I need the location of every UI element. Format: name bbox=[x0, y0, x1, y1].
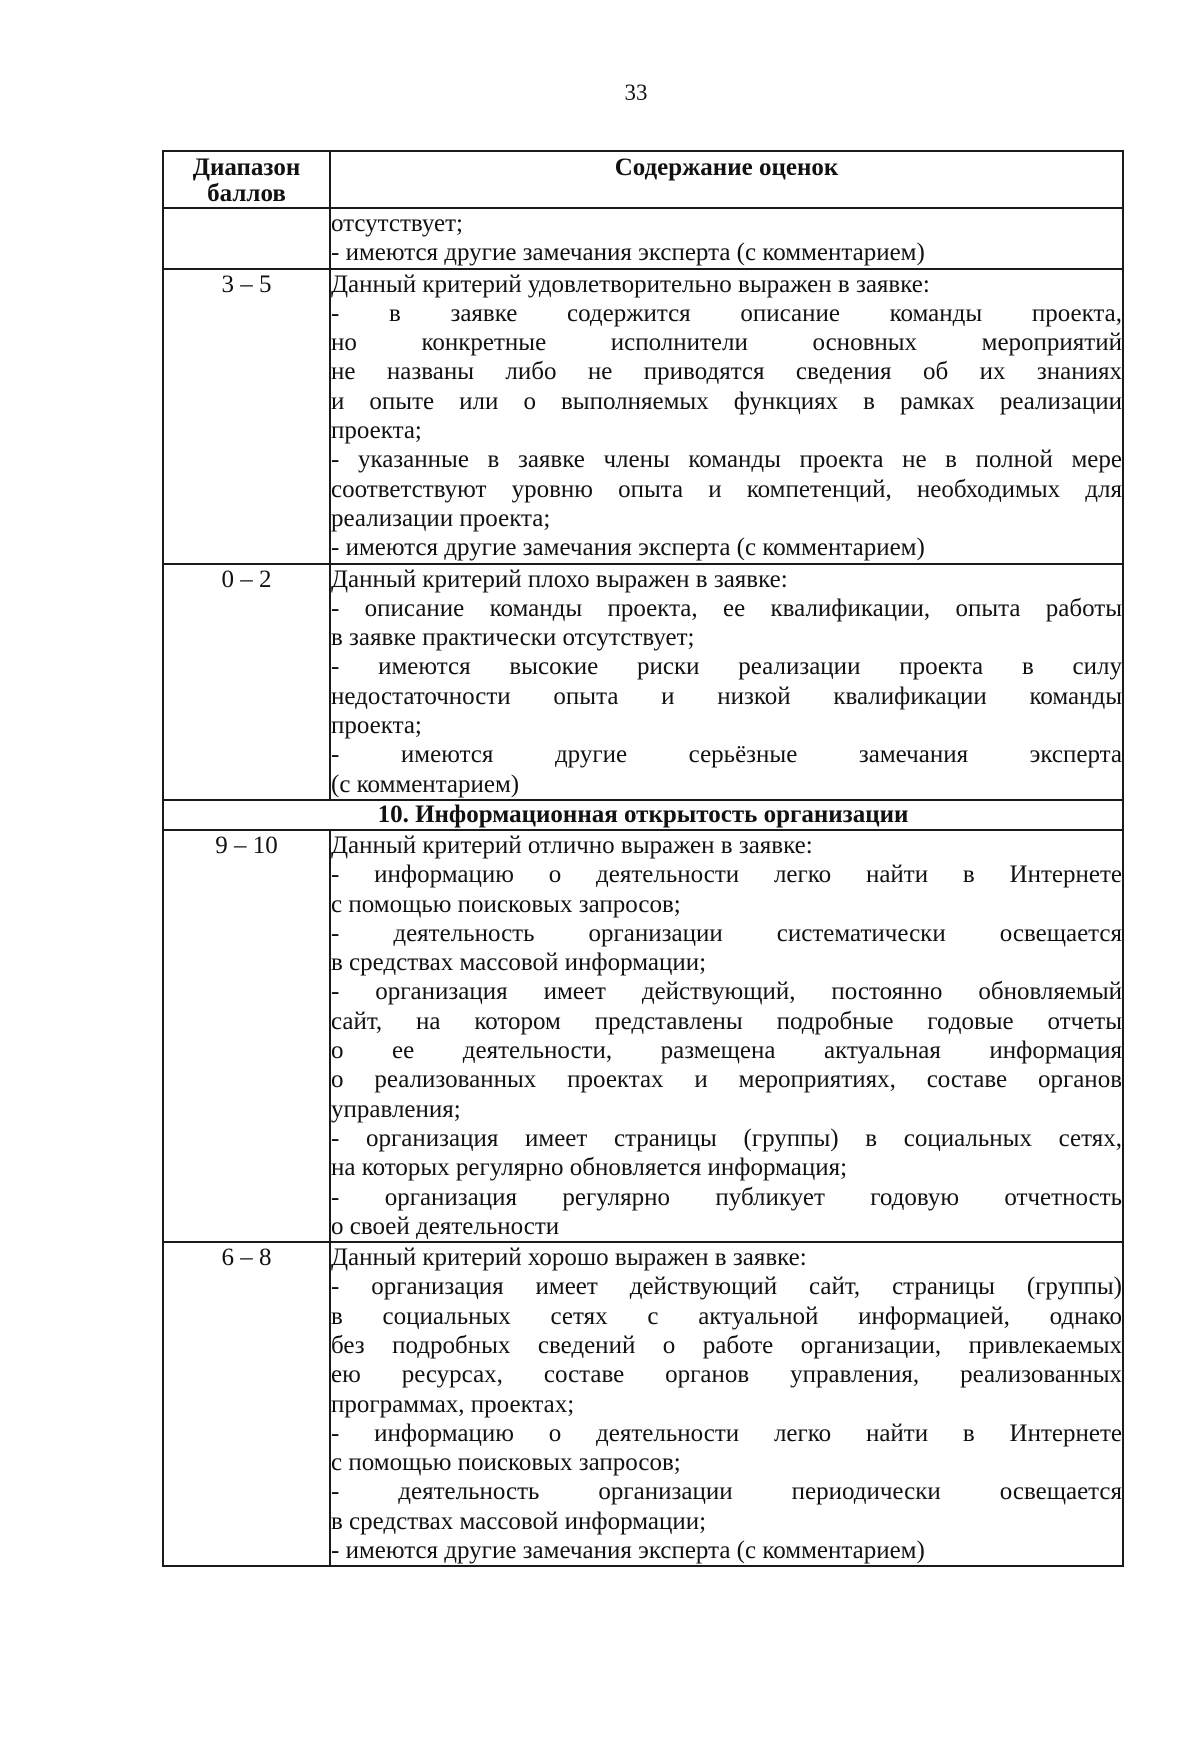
text-line: - в заявке содержится описание команды проекта, bbox=[331, 299, 1122, 327]
table-header-row bbox=[163, 151, 1123, 208]
text-line: Данный критерий хорошо выражен в заявке: bbox=[331, 1244, 807, 1272]
text-line: - организация имеет действующий сайт, страницы (группы) bbox=[331, 1273, 1122, 1301]
text-line: с помощью поисковых запросов; bbox=[331, 1449, 681, 1477]
text-line: ею ресурсах, составе органов управления, реализованных bbox=[331, 1361, 1122, 1389]
text-line: - деятельность организации систематически освещается bbox=[331, 919, 1122, 947]
table-row bbox=[163, 564, 1123, 800]
text-line: - имеются другие замечания эксперта (с комментарием) bbox=[331, 534, 925, 562]
text-line: отсутствует; bbox=[331, 210, 464, 237]
text-line: - имеются другие замечания эксперта (с комментарием) bbox=[331, 239, 925, 267]
text-line: в заявке практически отсутствует; bbox=[331, 624, 695, 652]
text-line: о своей деятельности bbox=[331, 1212, 560, 1240]
header-range: Диапазон баллов bbox=[163, 151, 330, 208]
text-line: о ее деятельности, размещена актуальная информация bbox=[331, 1037, 1122, 1065]
text-line: - информацию о деятельности легко найти в Интернете bbox=[331, 861, 1122, 889]
table-row bbox=[163, 830, 1123, 1242]
header-content: Содержание оценок bbox=[330, 151, 1123, 208]
text-line: - организация регулярно публикует годовую отчетность bbox=[331, 1183, 1122, 1211]
table-row bbox=[163, 269, 1123, 564]
criteria-table bbox=[162, 150, 1124, 1567]
text-line: управления; bbox=[331, 1095, 461, 1123]
text-line: - имеются другие серьёзные замечания эксперта bbox=[331, 741, 1122, 769]
text-line: программах, проектах; bbox=[331, 1390, 575, 1418]
text-line: в средствах массовой информации; bbox=[331, 1507, 707, 1535]
text-line: - информацию о деятельности легко найти в Интернете bbox=[331, 1419, 1122, 1447]
assessment-content-cell bbox=[330, 208, 1123, 269]
text-line: проекта; bbox=[331, 417, 422, 445]
text-line: без подробных сведений о работе организации, привлекаемых bbox=[331, 1331, 1122, 1359]
table-row bbox=[163, 208, 1123, 269]
text-line: - имеются другие замечания эксперта (с комментарием) bbox=[331, 1537, 925, 1565]
text-line: реализации проекта; bbox=[331, 504, 551, 532]
text-line: и опыте или о выполняемых функциях в рамках реализации bbox=[331, 387, 1122, 415]
text-line: - указанные в заявке члены команды проекта не в полной мере bbox=[331, 446, 1122, 474]
text-line: - деятельность организации периодически освещается bbox=[331, 1478, 1122, 1506]
score-range-cell bbox=[163, 208, 330, 269]
score-range-cell: 0 – 2 bbox=[163, 564, 330, 800]
text-line: но конкретные исполнители основных мероприятий bbox=[331, 329, 1122, 357]
text-line: (с комментарием) bbox=[331, 770, 520, 798]
text-line: соответствуют уровню опыта и компетенций, необходимых для bbox=[331, 475, 1122, 503]
assessment-content-cell bbox=[330, 830, 1123, 1242]
text-line: - организация имеет действующий, постоянно обновляемый bbox=[331, 978, 1122, 1006]
assessment-content-cell bbox=[330, 564, 1123, 800]
text-line: Данный критерий плохо выражен в заявке: bbox=[331, 565, 788, 593]
section-title: 10. Информационная открытость организации bbox=[163, 800, 1123, 830]
score-range-cell: 9 – 10 bbox=[163, 830, 330, 1242]
table-row bbox=[163, 1242, 1123, 1566]
text-line: недостаточности опыта и низкой квалификации команды bbox=[331, 682, 1122, 710]
text-line: Данный критерий отлично выражен в заявке: bbox=[331, 831, 813, 859]
text-line: не названы либо не приводятся сведения об их знаниях bbox=[331, 358, 1122, 386]
text-line: Данный критерий удовлетворительно выражен в заявке: bbox=[331, 270, 930, 298]
text-line: о реализованных проектах и мероприятиях, составе органов bbox=[331, 1066, 1122, 1094]
text-line: проекта; bbox=[331, 712, 422, 740]
text-line: - организация имеет страницы (группы) в социальных сетях, bbox=[331, 1124, 1122, 1152]
text-line: с помощью поисковых запросов; bbox=[331, 890, 681, 918]
text-line: сайт, на котором представлены подробные годовые отчеты bbox=[331, 1007, 1122, 1035]
text-line: на которых регулярно обновляется информация; bbox=[331, 1154, 848, 1182]
score-range-cell: 6 – 8 bbox=[163, 1242, 330, 1566]
text-line: в средствах массовой информации; bbox=[331, 949, 707, 977]
text-line: - описание команды проекта, ее квалификации, опыта работы bbox=[331, 594, 1122, 622]
text-line: - имеются высокие риски реализации проекта в силу bbox=[331, 653, 1122, 681]
score-range-cell: 3 – 5 bbox=[163, 269, 330, 564]
assessment-content-cell bbox=[330, 269, 1123, 564]
table-body bbox=[163, 208, 1123, 1566]
assessment-content-cell bbox=[330, 1242, 1123, 1566]
section-row bbox=[163, 800, 1123, 830]
page-number: 33 bbox=[624, 80, 648, 105]
text-line: в социальных сетях с актуальной информацией, однако bbox=[331, 1302, 1122, 1330]
